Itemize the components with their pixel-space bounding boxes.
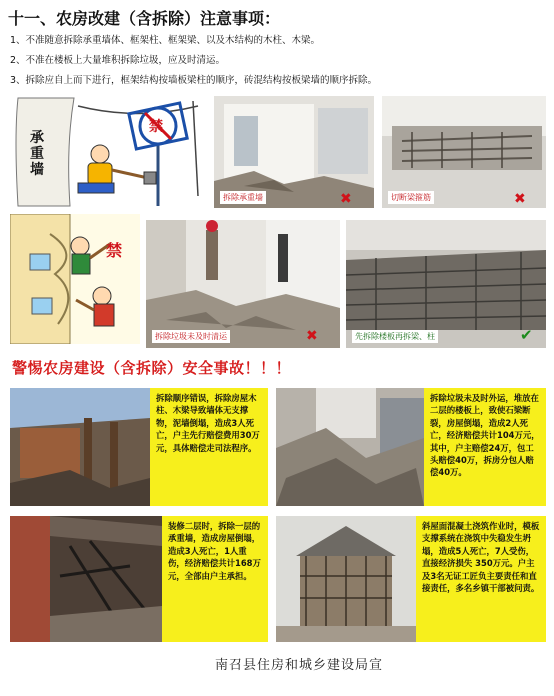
photo-cut-beam-stirrups xyxy=(382,96,546,208)
case-2-text: 拆除垃圾未及时外运，堆放在二层的楼板上，致使石梁断裂，房屋倒塌，造成2人死亡，经济赔偿共计104万元，其中，户主赔偿24万，包工头赔偿40万，拆房分包人赔偿40万。 xyxy=(424,388,546,506)
ban-sign-text: 禁 xyxy=(149,119,163,135)
page-title: 十一、农房改建（含拆除）注意事项： xyxy=(8,9,281,28)
caption-cut-stirrups: 切断梁箍筋 xyxy=(388,191,434,204)
wrong-mark: ✖ xyxy=(340,191,352,207)
rule-3: 3、拆除应自上而下进行，框架结构按墙板梁柱的顺序，砖混结构按板梁墙的顺序拆除。 xyxy=(10,75,378,86)
case-1-text: 拆除顺序错误，拆除房屋木柱、木梁导致墙体无支撑物，泥墙倒塌，造成3人死亡，户主先行赔偿费用30万元，具体赔偿走司法程序。 xyxy=(150,388,268,506)
photo-slab-first xyxy=(346,220,546,348)
ban-sign-text: 禁 xyxy=(106,241,123,260)
footer-issuer: 南召县住房和城乡建设局宣 xyxy=(215,658,384,673)
photo-case-4 xyxy=(276,516,416,642)
caption-demolish-wall: 拆除承重墙 xyxy=(220,191,266,204)
case-4-text: 斜屋面混凝土浇筑作业时，模板支撑系统在浇筑中失稳发生坍塌，造成5人死亡，7人受伤，直接经济损失 350万元。户主及3名无证工匠负主要责任和直接责任，多名乡镇干部被问责。 xyxy=(416,516,546,642)
photo-case-2 xyxy=(276,388,424,506)
rule-1: 1、不准随意拆除承重墙体、框架柱、框架梁、以及木结构的木柱、木梁。 xyxy=(10,35,321,46)
wall-label: 承重墙 xyxy=(30,130,44,178)
case-3-text: 装修二层时，拆除一层的承重墙，造成房屋倒塌，造成3人死亡，1人重伤，经济赔偿共计168万元，全部由户主承担。 xyxy=(162,516,268,642)
rule-2: 2、不准在楼板上大量堆积拆除垃圾，应及时清运。 xyxy=(10,55,226,66)
photo-demolish-load-bearing-wall xyxy=(214,96,374,208)
correct-mark: ✔ xyxy=(520,326,533,344)
photo-case-1 xyxy=(10,388,150,506)
photo-case-3 xyxy=(10,516,162,642)
wrong-mark: ✖ xyxy=(514,191,526,207)
cartoon-load-bearing-wall xyxy=(8,96,208,208)
photo-debris-not-cleared xyxy=(146,220,340,348)
wrong-mark: ✖ xyxy=(306,328,318,344)
warning-banner: 警惕农房建设（含拆除）安全事故！！！ xyxy=(12,359,292,377)
caption-debris: 拆除垃圾未及时清运 xyxy=(152,330,230,343)
cartoon-demolish-order xyxy=(10,214,140,344)
caption-slab-first: 先拆除楼板再拆梁、柱 xyxy=(352,330,438,343)
